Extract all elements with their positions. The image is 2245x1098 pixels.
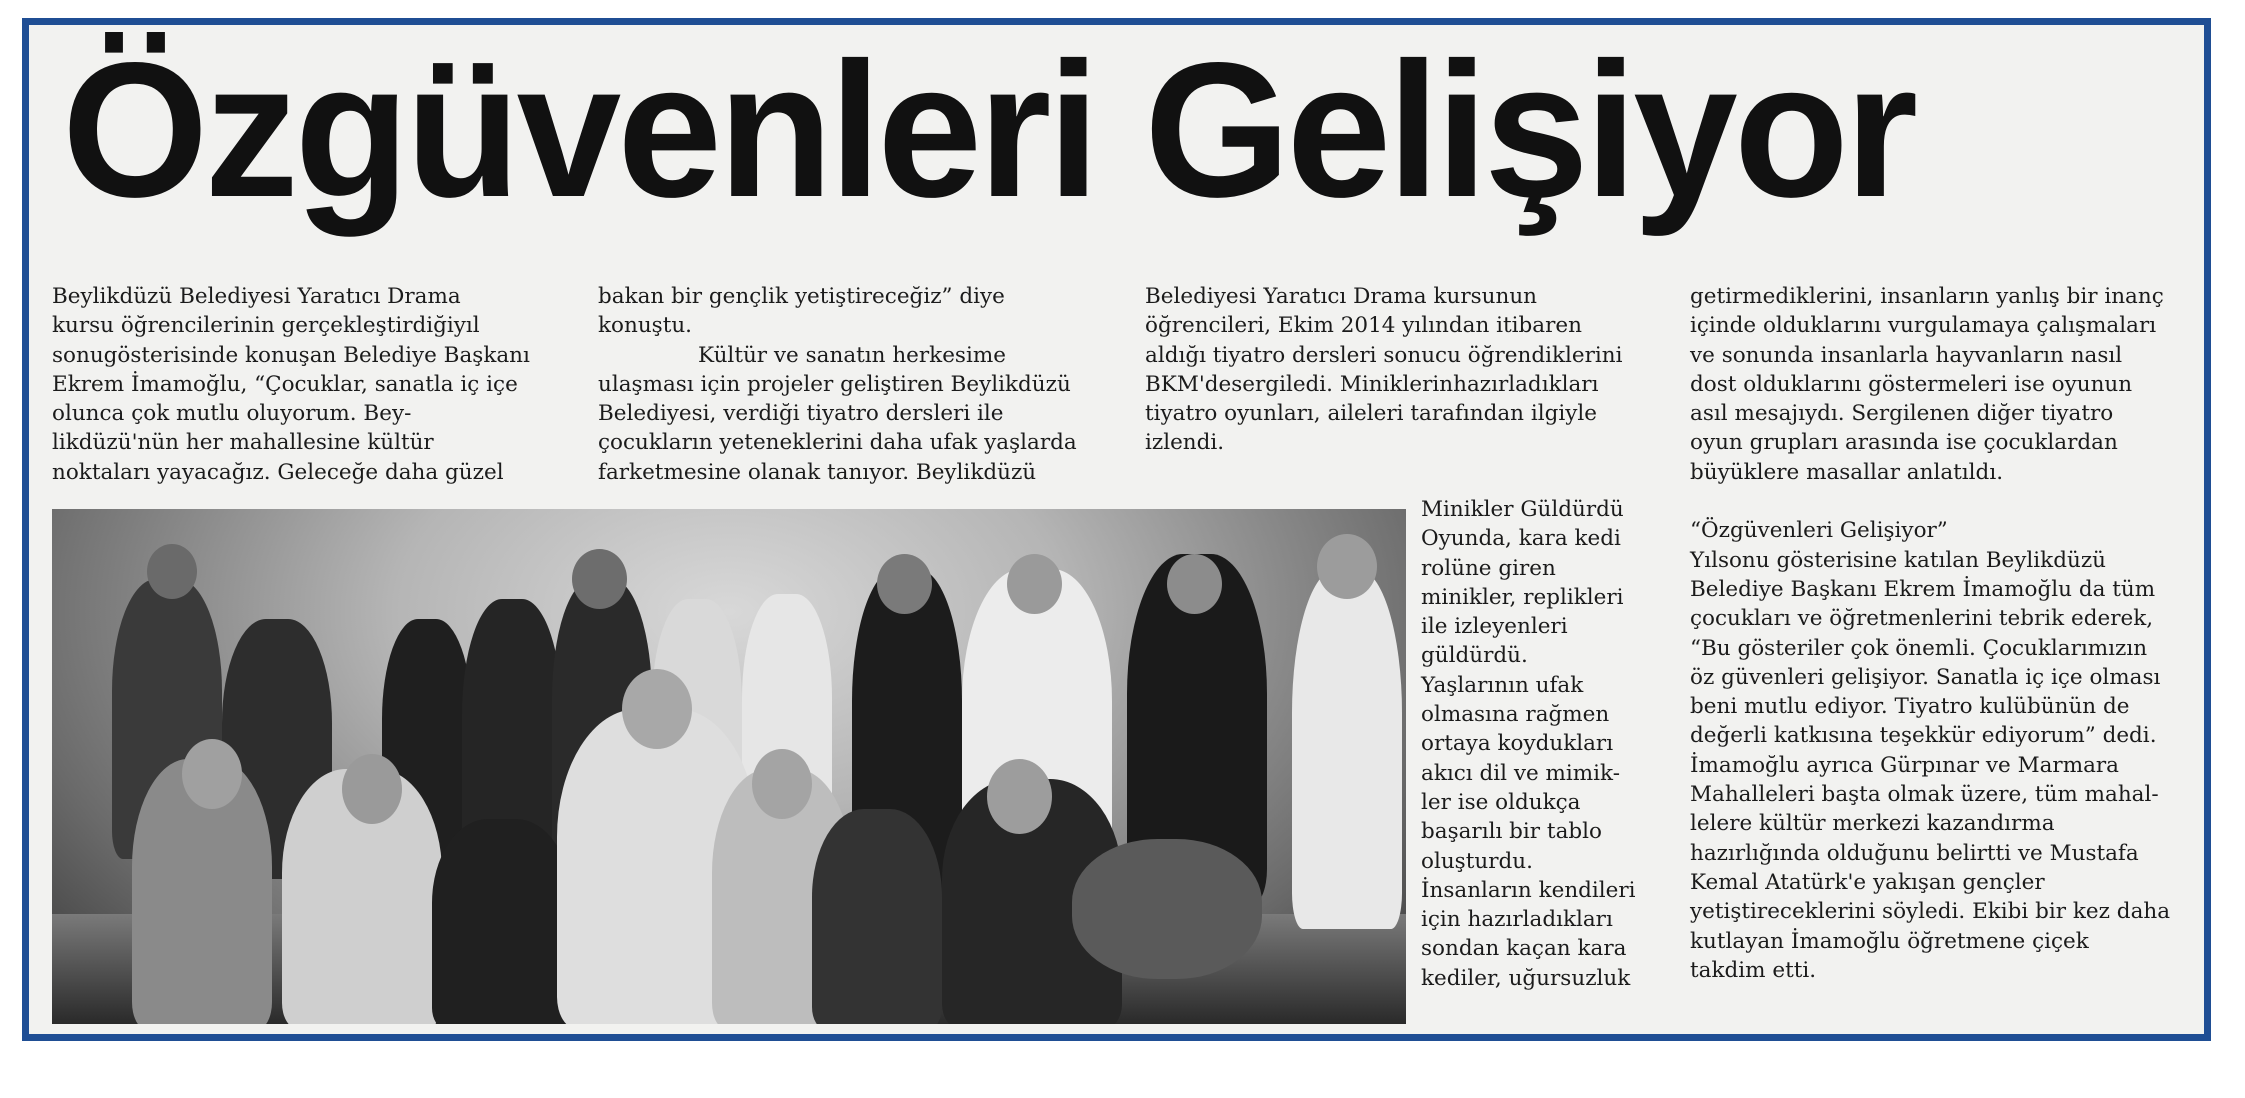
column-2-line: Belediyesi, verdiği tiyatro dersleri ile — [598, 401, 1004, 427]
column-2-line: çocukların yeteneklerini daha ufak yaşlarda — [598, 430, 1077, 456]
column-1-line: Beylikdüzü Belediyesi Yaratıcı Drama — [52, 284, 461, 309]
column-3-line: öğrencileri, Ekim 2014 yılından itibaren — [1145, 313, 1582, 339]
column-3b-line: minikler, replikleri — [1421, 584, 1624, 610]
column-2 — [598, 282, 1118, 487]
column-4-line: getirmediklerini, insanların yanlış bir inanç — [1690, 284, 2164, 309]
column-2-line: konuştu. — [598, 313, 693, 339]
face — [752, 749, 812, 819]
child-figure — [812, 809, 942, 1024]
column-2-line: Kültür ve sanatın herkesime — [698, 342, 1006, 368]
face — [572, 549, 627, 609]
column-3b-line: rolüne giren — [1421, 555, 1556, 581]
column-1-line: sonugösterisinde konuşan Belediye Başkanı — [52, 342, 530, 368]
column-3b-line: olmasına rağmen — [1421, 702, 1610, 728]
child-figure — [432, 819, 572, 1024]
column-3-line: izlendi. — [1145, 430, 1225, 456]
column-4-line: öz güvenleri gelişiyor. Sanatla iç içe olması — [1690, 664, 2161, 690]
column-1-line: noktaları yayacağız. Geleceğe daha güzel — [52, 459, 504, 485]
column-3b-line: başarılı bir tablo — [1421, 819, 1602, 845]
column-2-line: farketmesine olanak tanıyor. Beylikdüzü — [598, 459, 1037, 485]
column-4-line: değerli katkısına teşekkür ediyorum” dedi. — [1690, 723, 2157, 749]
face — [987, 759, 1052, 834]
column-4-line: ve sonunda insanlarla hayvanların nasıl — [1690, 342, 2123, 368]
column-3b-line: sondan kaçan kara — [1421, 936, 1627, 962]
column-1 — [52, 282, 572, 487]
flower-bouquet — [1072, 839, 1262, 979]
column-4-line: Mahalleleri başta olmak üzere, tüm mahal- — [1690, 782, 2159, 808]
column-3b-line: ile izleyenleri — [1421, 614, 1568, 640]
column-4-line: Yılsonu gösterisine katılan Beylikdüzü — [1690, 547, 2106, 573]
column-3b-line: Yaşlarının ufak — [1421, 672, 1584, 698]
column-4-line: Belediye Başkanı Ekrem İmamoğlu da tüm — [1690, 576, 2156, 602]
column-3b-line: kediler, uğursuzluk — [1421, 965, 1631, 991]
column-2-line: ulaşması için projeler geliştiren Beylikdüzü — [598, 371, 1071, 397]
column-4-line: çocukları ve öğretmenlerini tebrik ederek, — [1690, 606, 2154, 632]
face — [342, 754, 402, 824]
subheading: Minikler Güldürdü — [1421, 497, 1624, 522]
column-4-line: İmamoğlu ayrıca Gürpınar ve Marmara — [1690, 752, 2119, 778]
column-3b-line: için hazırladıkları — [1421, 907, 1613, 933]
column-2-line: bakan bir gençlik yetiştireceğiz” diye — [598, 284, 1005, 309]
column-4-line: “Bu gösteriler çok önemli. Çocuklarımızın — [1690, 635, 2148, 661]
column-4-line: yetiştireceklerini söyledi. Ekibi bir kez daha — [1690, 899, 2171, 925]
column-1-line: kursu öğrencilerinin gerçekleştirdiğiyıl — [52, 313, 480, 339]
face — [1167, 554, 1222, 614]
face — [1317, 534, 1377, 599]
column-4-line: hazırlığında olduğunu belirtti ve Mustafa — [1690, 840, 2139, 866]
group-photo — [52, 509, 1406, 1024]
column-4-line: Kemal Atatürk'e yakışan gençler — [1690, 869, 2045, 895]
column-3b-line: İnsanların kendileri — [1421, 877, 1636, 903]
column-3-line: tiyatro oyunları, aileleri tarafından ilgiyle — [1145, 401, 1597, 427]
column-3b-line: ortaya koydukları — [1421, 731, 1614, 757]
face — [1007, 554, 1062, 614]
column-3-line: BKM'desergiledi. Miniklerinhazırladıkları — [1145, 371, 1599, 397]
column-4-line: kutlayan İmamoğlu öğretmene çiçek — [1690, 928, 2089, 954]
column-1-line: Ekrem İmamoğlu, “Çocuklar, sanatla iç içe — [52, 371, 518, 397]
column-4-line: takdim etti. — [1690, 957, 1817, 983]
column-3b-line: ler ise oldukça — [1421, 789, 1581, 815]
column-3b-line: akıcı dil ve mimik- — [1421, 760, 1620, 786]
column-3-line: Belediyesi Yaratıcı Drama kursunun — [1145, 284, 1538, 309]
face — [147, 544, 197, 599]
column-1-line: olunca çok mutlu oluyorum. Bey- — [52, 401, 412, 427]
column-1-line: likdüzü'nün her mahallesine kültür — [52, 430, 434, 456]
column-4-line: içinde olduklarını vurgulamaya çalışmaları — [1690, 313, 2157, 339]
column-3-sidebar — [1421, 495, 1671, 993]
spacer — [1690, 487, 2210, 516]
column-3b-line: oluşturdu. — [1421, 848, 1533, 874]
child-figure — [1292, 569, 1402, 929]
column-4-line: dost olduklarını göstermeleri ise oyunun — [1690, 371, 2133, 397]
headline: Özgüvenleri Gelişiyor — [62, 22, 1915, 237]
face — [877, 554, 932, 614]
column-3b-line: güldürdü. — [1421, 643, 1528, 669]
column-4 — [1690, 282, 2210, 985]
column-4-line: asıl mesajıydı. Sergilenen diğer tiyatro — [1690, 401, 2114, 427]
subheading: “Özgüvenleri Gelişiyor” — [1690, 518, 1948, 544]
column-4-line: beni mutlu ediyor. Tiyatro kulübünün de — [1690, 694, 2130, 720]
column-3-line: aldığı tiyatro dersleri sonucu öğrendiklerini — [1145, 342, 1623, 368]
face — [182, 739, 242, 809]
column-4-line: büyüklere masallar anlatıldı. — [1690, 459, 2004, 485]
column-4-line: oyun grupları arasında ise çocuklardan — [1690, 430, 2118, 456]
column-3b-line: Oyunda, kara kedi — [1421, 526, 1621, 552]
column-3 — [1145, 282, 1665, 458]
column-4-line: lelere kültür merkezi kazandırma — [1690, 811, 2055, 837]
face — [622, 669, 692, 749]
